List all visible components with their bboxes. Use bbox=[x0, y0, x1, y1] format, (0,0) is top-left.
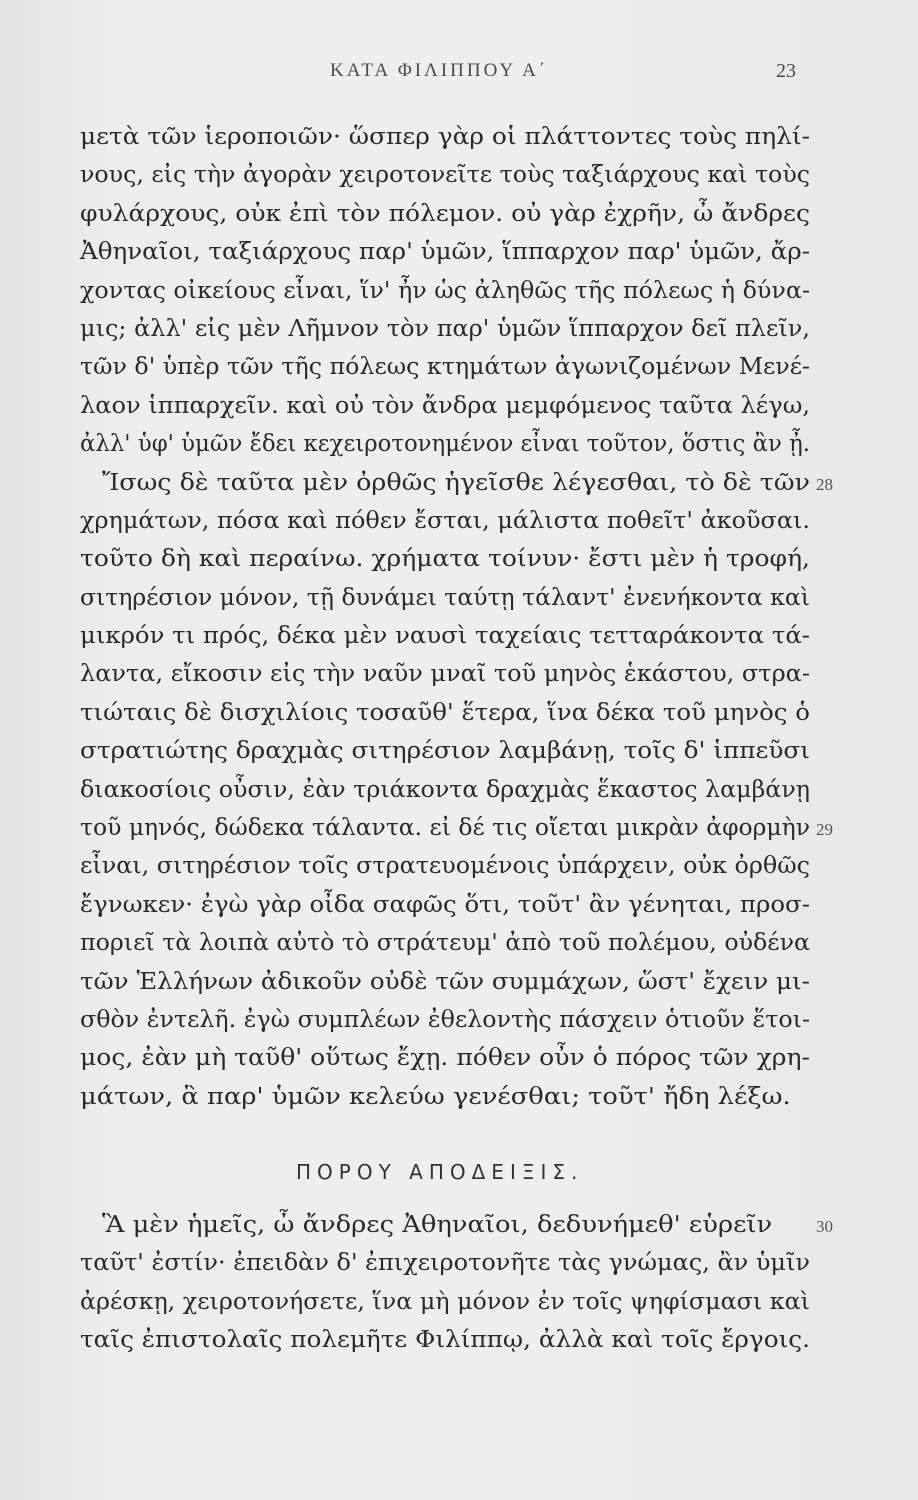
line-text: ταῖς ἐπιστολαῖς πολεμῆτε Φιλίππῳ, ἀλλὰ καὶ τοῖς ἔργοις. bbox=[80, 1327, 810, 1354]
body-text bbox=[80, 118, 833, 1116]
text-line bbox=[80, 502, 810, 540]
line-text: ποριεῖ τὰ λοιπὰ αὐτὸ τὸ στράτευμ' ἀπὸ τοῦ πολέμου, οὐδένα bbox=[80, 930, 810, 957]
text-line bbox=[80, 233, 810, 271]
line-text: διακοσίοις οὖσιν, ἐὰν τριάκοντα δραχμὰς ἕκαστος λαμβάνῃ bbox=[80, 776, 810, 803]
line-text: χοντας οἰκείους εἶναι, ἵν' ἦν ὡς ἀληθῶς τῆς πόλεως ἡ δύνα- bbox=[80, 277, 810, 304]
line-text: ἔγνωκεν· ἐγὼ γὰρ οἶδα σαφῶς ὅτι, τοῦτ' ἂν γένηται, προσ- bbox=[80, 891, 810, 918]
line-text: χρημάτων, πόσα καὶ πόθεν ἔσται, μάλιστα ποθεῖτ' ἀκοῦσαι. bbox=[80, 507, 810, 534]
text-line bbox=[80, 771, 810, 809]
text-line bbox=[80, 387, 810, 425]
line-text: μικρόν τι πρός, δέκα μὲν ναυσὶ ταχείαις τετταράκοντα τά- bbox=[80, 623, 810, 650]
text-line bbox=[80, 924, 810, 962]
line-text: τῶν Ἑλλήνων ἀδικοῦν οὐδὲ τῶν συμμάχων, ὥστ' ἔχειν μι- bbox=[80, 968, 810, 995]
line-text: μις; ἀλλ' εἰς μὲν Λῆμνον τὸν παρ' ὑμῶν ἵππαρχον δεῖ πλεῖν, bbox=[80, 315, 811, 342]
text-line bbox=[80, 464, 833, 502]
text-line bbox=[80, 1001, 810, 1039]
line-text: τοῦ μηνός, δώδεκα τάλαντα. εἰ δέ τις οἴεται μικρὰν ἀφορμὴν bbox=[80, 815, 811, 842]
text-line bbox=[80, 1078, 810, 1116]
text-line bbox=[80, 847, 810, 885]
text-line bbox=[80, 732, 810, 770]
page-number: 23 bbox=[776, 60, 796, 82]
text-line bbox=[80, 655, 810, 693]
text-line bbox=[80, 425, 810, 463]
line-text: ἀρέσκῃ, χειροτονήσετε, ἵνα μὴ μόνον ἐν τοῖς ψηφίσμασι καὶ bbox=[80, 1288, 810, 1315]
text-line bbox=[80, 540, 810, 578]
line-text: στρατιώτης δραχμὰς σιτηρέσιον λαμβάνῃ, τοῖς δ' ἱππεῦσι bbox=[80, 738, 810, 765]
section-heading: ΠΟΡΟΥ ΑΠΟΔΕΙΞΙΣ. bbox=[296, 1160, 584, 1184]
text-line bbox=[80, 1244, 810, 1282]
text-line bbox=[80, 617, 810, 655]
text-line bbox=[80, 195, 810, 233]
line-text: ταῦτ' ἐστίν· ἐπειδὰν δ' ἐπιχειροτονῆτε τὰς γνώμας, ἂν ὑμῖν bbox=[80, 1250, 810, 1277]
text-line bbox=[80, 1206, 833, 1244]
line-text: νους, εἰς τὴν ἀγορὰν χειροτονεῖτε τοὺς ταξιάρχους καὶ τοὺς bbox=[80, 162, 810, 189]
line-text: σιτηρέσιον μόνον, τῇ δυνάμει ταύτῃ τάλαντ' ἐνενήκοντα καὶ bbox=[80, 584, 810, 611]
line-text: λαον ἱππαρχεῖν. καὶ οὐ τὸν ἄνδρα μεμφόμενος ταῦτα λέγω, bbox=[80, 392, 810, 419]
line-text: μετὰ τῶν ἱεροποιῶν· ὥσπερ γὰρ οἱ πλάττοντες τοὺς πηλί- bbox=[80, 124, 810, 150]
line-text: εἶναι, σιτηρέσιον τοῖς στρατευομένοις ὑπάρχειν, οὐκ ὀρθῶς bbox=[80, 853, 810, 880]
line-text: τιώταις δὲ δισχιλίοις τοσαῦθ' ἕτερα, ἵνα δέκα τοῦ μηνὸς ὁ bbox=[80, 699, 810, 726]
line-text: σθὸν ἐντελῆ. ἐγὼ συμπλέων ἐθελοντὴς πάσχειν ὁτιοῦν ἕτοι- bbox=[80, 1006, 811, 1033]
line-text: φυλάρχους, οὐκ ἐπὶ τὸν πόλεμον. οὐ γὰρ ἐχρῆν, ὦ ἄνδρες bbox=[80, 200, 810, 227]
text-line bbox=[80, 310, 810, 348]
line-text: λαντα, εἴκοσιν εἰς τὴν ναῦν μναῖ τοῦ μηνὸς ἑκάστου, στρα- bbox=[80, 661, 810, 688]
line-text: μάτων, ἃ παρ' ὑμῶν κελεύω γενέσθαι; τοῦτ' ἤδη λέξω. bbox=[80, 1083, 791, 1110]
section-number: 28 bbox=[816, 474, 833, 494]
line-text: τῶν δ' ὑπὲρ τῶν τῆς πόλεως κτημάτων ἀγωνιζομένων Μενέ- bbox=[80, 354, 810, 381]
line-text: Ἃ μὲν ἡμεῖς, ὦ ἄνδρες Ἀθηναῖοι, δεδυνήμεθ' εὑρεῖν bbox=[102, 1212, 773, 1238]
line-text: ἀλλ' ὑφ' ὑμῶν ἔδει κεχειροτονημένον εἶναι τοῦτον, ὅστις ἂν ᾖ. bbox=[80, 431, 810, 458]
text-line bbox=[80, 579, 810, 617]
text-line bbox=[80, 118, 810, 156]
line-text: Ἴσως δὲ ταῦτα μὲν ὀρθῶς ἡγεῖσθε λέγεσθαι, τὸ δὲ τῶν bbox=[102, 469, 810, 496]
text-line bbox=[80, 1283, 810, 1321]
text-line bbox=[80, 156, 810, 194]
running-title: ΚΑΤΑ ΦΙΛΙΠΠΟΥ Α΄ bbox=[330, 60, 549, 81]
text-line bbox=[80, 1039, 810, 1077]
text-line bbox=[80, 963, 810, 1001]
text-line bbox=[80, 809, 833, 847]
line-text: τοῦτο δὴ καὶ περαίνω. χρήματα τοίνυν· ἔστι μὲν ἡ τροφή, bbox=[80, 546, 810, 573]
line-text: Ἀθηναῖοι, ταξιάρχους παρ' ὑμῶν, ἵππαρχον παρ' ὑμῶν, ἄρ- bbox=[80, 239, 810, 266]
text-line bbox=[80, 694, 810, 732]
section-text bbox=[80, 1206, 833, 1360]
section-number: 30 bbox=[816, 1217, 833, 1236]
section-heading-row bbox=[0, 1160, 918, 1200]
text-line bbox=[80, 272, 810, 310]
line-text: μος, ἐὰν μὴ ταῦθ' οὕτως ἔχῃ. πόθεν οὖν ὁ πόρος τῶν χρη- bbox=[80, 1045, 810, 1072]
running-head bbox=[0, 60, 918, 90]
text-line bbox=[80, 1321, 810, 1359]
text-line bbox=[80, 348, 810, 386]
text-line bbox=[80, 886, 810, 924]
section-number: 29 bbox=[816, 820, 833, 840]
